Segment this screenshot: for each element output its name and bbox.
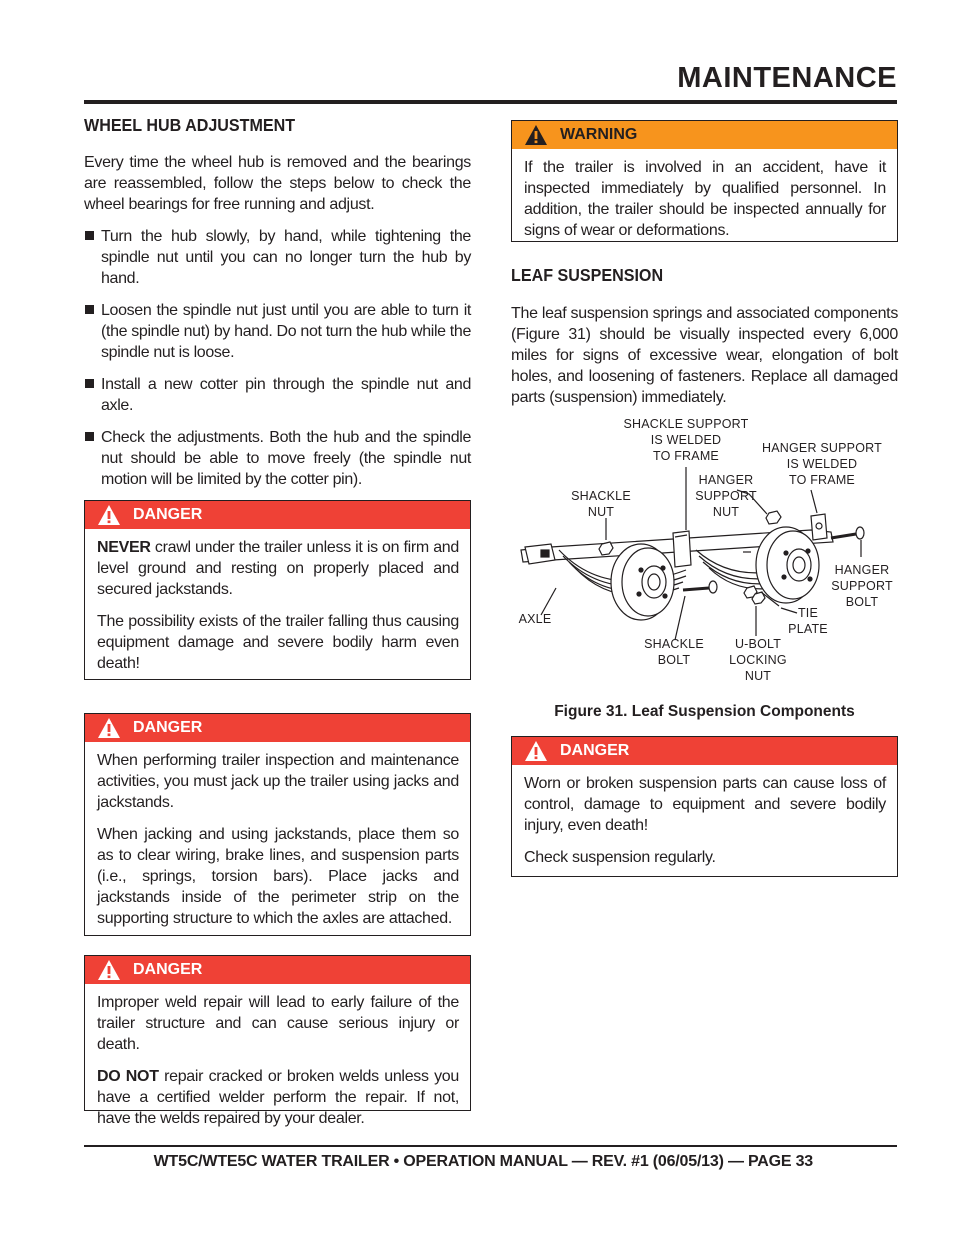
label-axle: AXLE	[518, 612, 552, 626]
list-item: Turn the hub slowly, by hand, while tightening the spindle nut until you can no longer turn the hub by hand.	[84, 226, 471, 289]
danger-text: Improper weld repair will lead to early failure of the trailer structure and can cause serious injury or death.	[97, 994, 459, 1053]
label-hanger-support-nut: HANGER SUPPORT NUT	[695, 473, 757, 519]
danger-text: NEVER crawl under the trailer unless it is on firm and level ground and resting on properly placed and secured jackstands.	[97, 539, 459, 598]
label-ubolt-locking-nut: U-BOLT LOCKING NUT	[729, 637, 787, 683]
page-section-title: MAINTENANCE	[677, 62, 897, 94]
bullet-square-icon	[85, 305, 94, 314]
warning-triangle-icon	[524, 740, 548, 762]
leaf-suspension-figure	[511, 410, 898, 690]
warning-triangle-icon	[524, 124, 548, 146]
wheel-hub-steps	[84, 226, 471, 490]
label-hanger-support-welded: HANGER SUPPORT IS WELDED TO FRAME	[762, 441, 882, 487]
label-tie-plate: TIE PLATE	[788, 606, 828, 636]
danger-text: The possibility exists of the trailer falling thus causing equipment damage and severe bodily harm even death!	[97, 613, 459, 672]
label-shackle-support: SHACKLE SUPPORT IS WELDED TO FRAME	[623, 417, 749, 463]
danger-box-weld	[84, 955, 471, 1127]
danger-box-jackstands	[84, 500, 471, 680]
danger-text: DO NOT repair cracked or broken welds unless you have a certified welder perform the repair. If not, have the welds repaired by your dealer.	[97, 1068, 459, 1127]
leaf-suspension-heading: LEAF SUSPENSION	[511, 265, 664, 285]
header-rule	[84, 100, 897, 104]
danger-text: When jacking and using jackstands, place them so as to clear wiring, brake lines, and suspension parts (i.e., springs, torsion bars). Place jacks and jackstands inside of the perimeter strip on the supporting structure to which the axles are attached.	[97, 826, 459, 927]
warning-box-accident	[511, 120, 898, 242]
leaf-suspension-body: The leaf suspension springs and associated components (Figure 31) should be visually inspected every 6,000 miles for signs of excessive wear, elongation of bolt holes, and loosening of fasteners. Replace all damaged parts (suspension) immediately.	[511, 305, 899, 406]
footer-rule	[84, 1145, 897, 1147]
danger-header	[85, 956, 470, 984]
warning-triangle-icon	[97, 504, 121, 526]
bullet-square-icon	[85, 432, 94, 441]
figure-caption: Figure 31. Leaf Suspension Components	[554, 703, 855, 720]
left-column	[84, 113, 471, 1127]
bullet-square-icon	[85, 231, 94, 240]
warning-header	[512, 121, 897, 149]
danger-header	[85, 501, 470, 529]
danger-label: DANGER	[133, 506, 203, 523]
danger-label: DANGER	[560, 742, 630, 759]
label-shackle-bolt: SHACKLE BOLT	[644, 637, 704, 667]
wheel-hub-intro: Every time the wheel hub is removed and the bearings are reassembled, follow the steps below to check the wheel bearings for free running and adjust.	[84, 154, 471, 213]
warning-text: If the trailer is involved in an accident, have it inspected immediately by qualified personnel. In addition, the trailer should be inspected annually for signs of wear or deformations.	[524, 159, 886, 239]
danger-label: DANGER	[133, 719, 203, 736]
danger-header	[512, 737, 897, 765]
bullet-square-icon	[85, 379, 94, 388]
danger-label: DANGER	[133, 961, 203, 978]
danger-box-suspension	[511, 736, 898, 877]
page-footer: WT5C/WTE5C WATER TRAILER • OPERATION MANUAL — REV. #1 (06/05/13) — PAGE 33	[153, 1153, 813, 1170]
danger-box-jacking	[84, 713, 471, 936]
right-column	[511, 120, 898, 408]
list-item: Loosen the spindle nut just until you are able to turn it (the spindle nut) by hand. Do not turn the hub while the spindle nut is loose.	[84, 300, 471, 363]
warning-triangle-icon	[97, 717, 121, 739]
list-item: Check the adjustments. Both the hub and the spindle nut should be able to move freely (the spindle nut motion will be limited by the cotter pin).	[84, 427, 471, 490]
wheel-hub-heading: WHEEL HUB ADJUSTMENT	[84, 115, 296, 135]
warning-label: WARNING	[560, 126, 638, 143]
label-hanger-support-bolt: HANGER SUPPORT BOLT	[831, 563, 893, 609]
danger-text: When performing trailer inspection and maintenance activities, you must jack up the trailer using jacks and jackstands.	[97, 752, 459, 811]
danger-header	[85, 714, 470, 742]
label-shackle-nut: SHACKLE NUT	[571, 489, 631, 519]
danger-text: Worn or broken suspension parts can cause loss of control, damage to equipment and severe bodily injury, even death!	[524, 775, 886, 834]
list-item: Install a new cotter pin through the spindle nut and axle.	[84, 374, 471, 416]
danger-text: Check suspension regularly.	[524, 849, 716, 866]
warning-triangle-icon	[97, 959, 121, 981]
